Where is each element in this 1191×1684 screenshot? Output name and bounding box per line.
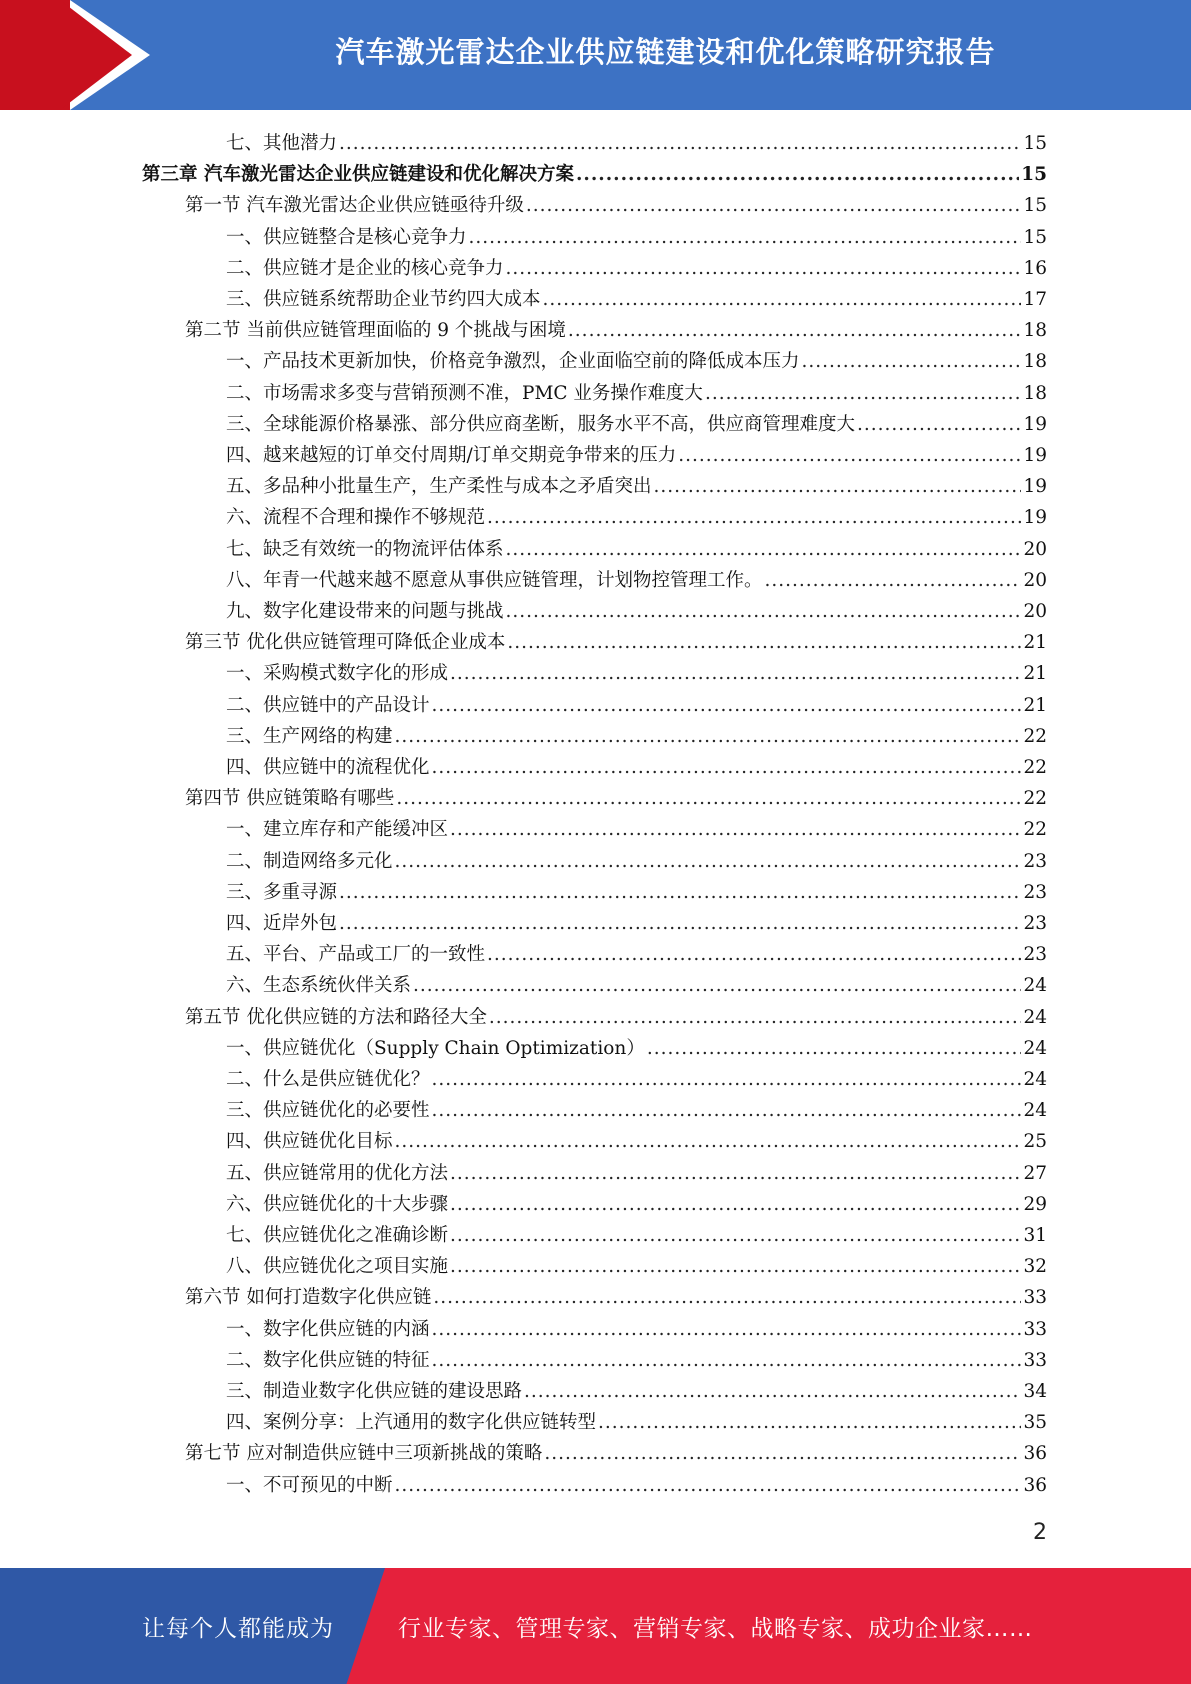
page-header bbox=[0, 0, 1191, 110]
toc-entry-page: 36 bbox=[1023, 1474, 1047, 1496]
toc-entry-page: 21 bbox=[1023, 632, 1047, 654]
toc-entry-page: 18 bbox=[1023, 382, 1047, 404]
toc-dot-leader bbox=[450, 658, 1021, 689]
toc-entry-title: 八、供应链优化之项目实施 bbox=[226, 1256, 449, 1278]
toc-dot-leader bbox=[469, 222, 1022, 253]
toc-item-entry[interactable] bbox=[226, 939, 1047, 970]
toc-dot-leader bbox=[654, 471, 1022, 502]
toc-entry-title: 二、数字化供应链的特征 bbox=[226, 1349, 430, 1371]
toc-entry-page: 22 bbox=[1023, 725, 1047, 747]
toc-dot-leader bbox=[395, 1470, 1022, 1501]
toc-dot-leader bbox=[765, 565, 1022, 596]
toc-dot-leader bbox=[543, 284, 1022, 315]
toc-dot-leader bbox=[432, 1095, 1022, 1126]
toc-item-entry[interactable] bbox=[226, 846, 1047, 877]
toc-entry-title: 三、生产网络的构建 bbox=[226, 725, 393, 747]
toc-entry-page: 33 bbox=[1023, 1349, 1047, 1371]
toc-dot-leader bbox=[507, 627, 1021, 658]
toc-entry-title: 第二节 当前供应链管理面临的 9 个挑战与困境 bbox=[185, 320, 566, 342]
toc-item-entry[interactable] bbox=[226, 346, 1047, 377]
toc-item-entry[interactable] bbox=[226, 970, 1047, 1001]
toc-dot-leader bbox=[705, 378, 1022, 409]
toc-entry-page: 21 bbox=[1023, 663, 1047, 685]
toc-dot-leader bbox=[487, 502, 1021, 533]
toc-dot-leader bbox=[489, 1002, 1022, 1033]
toc-entry-page: 19 bbox=[1023, 476, 1047, 498]
toc-entry-title: 三、多重寻源 bbox=[226, 881, 338, 903]
toc-entry-title: 二、供应链中的产品设计 bbox=[226, 694, 430, 716]
toc-dot-leader bbox=[506, 596, 1022, 627]
toc-entry-page: 33 bbox=[1023, 1287, 1047, 1309]
toc-section-entry[interactable] bbox=[185, 1282, 1047, 1313]
toc-item-entry[interactable] bbox=[226, 658, 1047, 689]
toc-entry-title: 三、供应链优化的必要性 bbox=[226, 1100, 430, 1122]
toc-entry-page: 19 bbox=[1023, 413, 1047, 435]
toc-item-entry[interactable] bbox=[226, 814, 1047, 845]
toc-item-entry[interactable] bbox=[226, 1064, 1047, 1095]
toc-item-entry[interactable] bbox=[226, 1251, 1047, 1282]
toc-item-entry[interactable] bbox=[226, 1220, 1047, 1251]
toc-item-entry[interactable] bbox=[226, 1126, 1047, 1157]
header-chevron-red bbox=[60, 0, 132, 110]
toc-item-entry[interactable] bbox=[226, 1345, 1047, 1376]
toc-entry-page: 22 bbox=[1023, 788, 1047, 810]
toc-entry-title: 一、数字化供应链的内涵 bbox=[226, 1318, 430, 1340]
toc-entry-page: 36 bbox=[1023, 1443, 1047, 1465]
toc-item-entry[interactable] bbox=[226, 253, 1047, 284]
toc-entry-title: 二、供应链才是企业的核心竞争力 bbox=[226, 257, 504, 279]
toc-dot-leader bbox=[678, 440, 1021, 471]
toc-entry-page: 15 bbox=[1023, 195, 1047, 217]
toc-entry-title: 二、制造网络多元化 bbox=[226, 850, 393, 872]
toc-entry-page: 15 bbox=[1023, 226, 1047, 248]
toc-item-entry[interactable] bbox=[226, 378, 1047, 409]
toc-item-entry[interactable] bbox=[226, 128, 1047, 159]
toc-entry-page: 23 bbox=[1023, 881, 1047, 903]
toc-section-entry[interactable] bbox=[185, 190, 1047, 221]
toc-entry-title: 五、多品种小批量生产，生产柔性与成本之矛盾突出 bbox=[226, 476, 652, 498]
toc-dot-leader bbox=[432, 752, 1022, 783]
toc-entry-page: 32 bbox=[1023, 1256, 1047, 1278]
toc-entry-page: 24 bbox=[1023, 1069, 1047, 1090]
toc-item-entry[interactable] bbox=[226, 1189, 1047, 1220]
toc-item-entry[interactable] bbox=[226, 1158, 1047, 1189]
toc-entry-title: 第五节 优化供应链的方法和路径大全 bbox=[185, 1006, 487, 1028]
toc-dot-leader bbox=[432, 1314, 1022, 1345]
toc-entry-page: 15 bbox=[1023, 133, 1047, 154]
toc-entry-page: 27 bbox=[1023, 1162, 1047, 1184]
toc-entry-title: 七、供应链优化之准确诊断 bbox=[226, 1225, 449, 1246]
toc-entry-title: 一、产品技术更新加快，价格竞争激烈，企业面临空前的降低成本压力 bbox=[226, 351, 800, 373]
toc-dot-leader bbox=[432, 1064, 1022, 1095]
toc-entry-page: 24 bbox=[1023, 1006, 1047, 1028]
toc-entry-page: 25 bbox=[1023, 1131, 1047, 1153]
toc-item-entry[interactable] bbox=[226, 284, 1047, 315]
toc-dot-leader bbox=[339, 908, 1021, 939]
toc-dot-leader bbox=[576, 159, 1019, 190]
toc-entry-title: 第四节 供应链策略有哪些 bbox=[185, 788, 395, 810]
toc-entry-page: 17 bbox=[1023, 289, 1047, 310]
toc-entry-page: 16 bbox=[1023, 257, 1047, 279]
toc-entry-page: 23 bbox=[1023, 944, 1047, 966]
toc-entry-page: 24 bbox=[1023, 975, 1047, 997]
toc-dot-leader bbox=[450, 1220, 1021, 1251]
toc-entry-title: 七、其他潜力 bbox=[226, 133, 338, 154]
toc-entry-page: 20 bbox=[1023, 538, 1047, 560]
toc-entry-title: 一、供应链整合是核心竞争力 bbox=[226, 226, 467, 248]
toc-section-entry[interactable] bbox=[185, 315, 1047, 346]
toc-dot-leader bbox=[396, 783, 1021, 814]
toc-item-entry[interactable] bbox=[226, 690, 1047, 721]
toc-entry-title: 第三章 汽车激光雷达企业供应链建设和优化解决方案 bbox=[142, 164, 574, 186]
toc-entry-title: 一、供应链优化（Supply Chain Optimization） bbox=[226, 1037, 645, 1059]
toc-entry-title: 九、数字化建设带来的问题与挑战 bbox=[226, 601, 504, 622]
toc-dot-leader bbox=[506, 534, 1022, 565]
toc-dot-leader bbox=[339, 877, 1021, 908]
page-footer bbox=[0, 1568, 1191, 1684]
toc-entry-title: 七、缺乏有效统一的物流评估体系 bbox=[226, 538, 504, 560]
toc-entry-title: 一、建立库存和产能缓冲区 bbox=[226, 819, 449, 841]
toc-entry-title: 三、供应链系统帮助企业节约四大成本 bbox=[226, 289, 541, 310]
toc-dot-leader bbox=[487, 939, 1021, 970]
toc-entry-title: 三、制造业数字化供应链的建设思路 bbox=[226, 1381, 523, 1402]
toc-dot-leader bbox=[506, 253, 1022, 284]
toc-section-entry[interactable] bbox=[185, 783, 1047, 814]
toc-entry-page: 23 bbox=[1023, 850, 1047, 872]
toc-entry-title: 四、案例分享：上汽通用的数字化供应链转型 bbox=[226, 1412, 597, 1434]
toc-item-entry[interactable] bbox=[226, 1314, 1047, 1345]
toc-entry-title: 四、供应链中的流程优化 bbox=[226, 757, 430, 778]
toc-entry-title: 第一节 汽车激光雷达企业供应链亟待升级 bbox=[185, 195, 524, 217]
toc-entry-page: 20 bbox=[1023, 601, 1047, 622]
toc-entry-title: 一、不可预见的中断 bbox=[226, 1474, 393, 1496]
toc-item-entry[interactable] bbox=[226, 1376, 1047, 1407]
toc-item-entry[interactable] bbox=[226, 1470, 1047, 1501]
toc-entry-page: 19 bbox=[1023, 507, 1047, 529]
toc-dot-leader bbox=[857, 409, 1021, 440]
footer-slogan-right: 行业专家、管理专家、营销专家、战略专家、成功企业家…… bbox=[398, 1616, 1033, 1642]
footer-slogan-left: 让每个人都能成为 bbox=[142, 1616, 334, 1642]
toc-entry-title: 三、全球能源价格暴涨、部分供应商垄断，服务水平不高，供应商管理难度大 bbox=[226, 413, 856, 435]
report-title: 汽车激光雷达企业供应链建设和优化策略研究报告 bbox=[335, 35, 996, 69]
toc-entry-title: 一、采购模式数字化的形成 bbox=[226, 663, 449, 685]
toc-item-entry[interactable] bbox=[226, 877, 1047, 908]
toc-dot-leader bbox=[450, 1251, 1021, 1282]
toc-dot-leader bbox=[395, 721, 1022, 752]
toc-entry-title: 六、流程不合理和操作不够规范 bbox=[226, 507, 486, 529]
toc-entry-title: 八、年青一代越来越不愿意从事供应链管理，计划物控管理工作。 bbox=[226, 569, 763, 591]
toc-entry-title: 二、市场需求多变与营销预测不准，PMC 业务操作难度大 bbox=[226, 382, 703, 404]
toc-item-entry[interactable] bbox=[226, 565, 1047, 596]
toc-entry-page: 18 bbox=[1023, 320, 1047, 342]
toc-dot-leader bbox=[339, 128, 1021, 159]
page-number: 2 bbox=[1033, 1520, 1047, 1545]
toc-item-entry[interactable] bbox=[226, 908, 1047, 939]
toc-entry-page: 29 bbox=[1023, 1193, 1047, 1215]
toc-entry-page: 24 bbox=[1023, 1037, 1047, 1059]
toc-entry-page: 22 bbox=[1023, 757, 1047, 778]
toc-dot-leader bbox=[395, 846, 1022, 877]
toc-entry-page: 24 bbox=[1023, 1100, 1047, 1122]
toc-section-entry[interactable] bbox=[185, 1002, 1047, 1033]
toc-dot-leader bbox=[526, 190, 1022, 221]
toc-item-entry[interactable] bbox=[226, 1033, 1047, 1064]
toc-entry-page: 18 bbox=[1023, 351, 1047, 373]
toc-dot-leader bbox=[395, 1126, 1022, 1157]
toc-chapter-entry[interactable] bbox=[142, 159, 1047, 190]
toc-item-entry[interactable] bbox=[226, 752, 1047, 783]
toc-dot-leader bbox=[568, 315, 1022, 346]
toc-dot-leader bbox=[433, 1282, 1021, 1313]
toc-entry-page: 21 bbox=[1023, 694, 1047, 716]
toc-dot-leader bbox=[524, 1376, 1021, 1407]
toc-entry-page: 15 bbox=[1021, 164, 1047, 186]
toc-dot-leader bbox=[413, 970, 1021, 1001]
toc-item-entry[interactable] bbox=[226, 409, 1047, 440]
toc-dot-leader bbox=[432, 690, 1022, 721]
toc-item-entry[interactable] bbox=[226, 471, 1047, 502]
toc-dot-leader bbox=[598, 1407, 1021, 1438]
toc-entry-title: 四、近岸外包 bbox=[226, 913, 338, 934]
toc-dot-leader bbox=[544, 1438, 1021, 1469]
toc-item-entry[interactable] bbox=[226, 440, 1047, 471]
toc-entry-title: 五、供应链常用的优化方法 bbox=[226, 1162, 449, 1184]
toc-dot-leader bbox=[450, 1189, 1021, 1220]
toc-entry-title: 六、供应链优化的十大步骤 bbox=[226, 1193, 449, 1215]
toc-entry-title: 第三节 优化供应链管理可降低企业成本 bbox=[185, 632, 506, 654]
toc-entry-page: 34 bbox=[1023, 1381, 1047, 1402]
toc-section-entry[interactable] bbox=[185, 627, 1047, 658]
toc-item-entry[interactable] bbox=[226, 502, 1047, 533]
toc-item-entry[interactable] bbox=[226, 1407, 1047, 1438]
toc-item-entry[interactable] bbox=[226, 222, 1047, 253]
toc-dot-leader bbox=[647, 1033, 1022, 1064]
toc-entry-page: 20 bbox=[1023, 569, 1047, 591]
toc-entry-page: 35 bbox=[1023, 1412, 1047, 1434]
toc-entry-title: 四、供应链优化目标 bbox=[226, 1131, 393, 1153]
toc-entry-title: 五、平台、产品或工厂的一致性 bbox=[226, 944, 486, 966]
toc-entry-page: 19 bbox=[1023, 445, 1047, 466]
toc-entry-title: 二、什么是供应链优化？ bbox=[226, 1069, 430, 1090]
toc-entry-title: 四、越来越短的订单交付周期/订单交期竞争带来的压力 bbox=[226, 445, 677, 466]
toc-entry-page: 23 bbox=[1023, 913, 1047, 934]
toc-item-entry[interactable] bbox=[226, 596, 1047, 627]
toc-dot-leader bbox=[450, 1158, 1021, 1189]
toc-entry-page: 33 bbox=[1023, 1318, 1047, 1340]
toc-entry-title: 第六节 如何打造数字化供应链 bbox=[185, 1287, 432, 1309]
toc-dot-leader bbox=[450, 814, 1021, 845]
toc-entry-page: 31 bbox=[1023, 1225, 1047, 1246]
toc-section-entry[interactable] bbox=[185, 1438, 1047, 1469]
toc-item-entry[interactable] bbox=[226, 1095, 1047, 1126]
toc-dot-leader bbox=[432, 1345, 1022, 1376]
toc-entry-title: 第七节 应对制造供应链中三项新挑战的策略 bbox=[185, 1443, 543, 1465]
toc-dot-leader bbox=[802, 346, 1022, 377]
toc-entry-title: 六、生态系统伙伴关系 bbox=[226, 975, 412, 997]
toc-item-entry[interactable] bbox=[226, 534, 1047, 565]
toc-entry-page: 22 bbox=[1023, 819, 1047, 841]
toc-item-entry[interactable] bbox=[226, 721, 1047, 752]
